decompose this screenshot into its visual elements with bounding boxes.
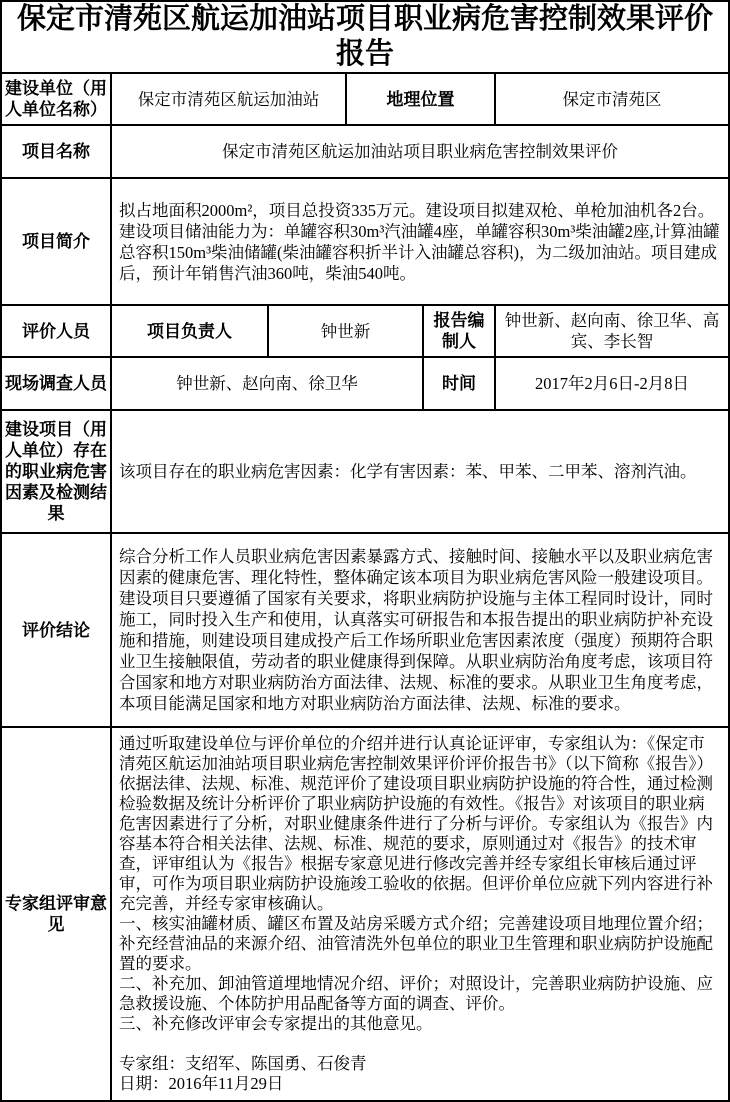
leader-label: 项目负责人 [111,305,268,357]
spacer [119,1034,721,1054]
evaluators-row [1,305,729,357]
expert-paragraph: 二、补充加、卸油管道埋地情况介绍、评价；对照设计，完善职业病防护设施、应急救援设施、个体防护用品配备等方面的调查、评价。 [119,974,713,1013]
writer-names: 钟世新、赵向南、徐卫华、高宾、李长智 [495,305,729,357]
project-name-value: 保定市清苑区航运加油站项目职业病危害控制效果评价 [111,125,729,178]
expert-row [1,727,729,1101]
conclusion-paragraph: 建设项目只要遵循了国家有关要求，将职业病防护设施与主体工程同时设计，同时施工，同时投入生产和使用，认真落实可研报告和本报告提出的职业病防护补充设施和措施，则建设项目建成投产后工作场所职业危害因素浓度（强度）预期符合职业卫生接触限值，劳动者的职业健康得到保障。从职业病防治角度考虑，该项目符合国家和地方对职业病防治方面法律、法规、标准的要求。从职业卫生角度考虑，本项目能满足国家和地方对职业病防治方面法律、法规、标准的要求。 [119,589,713,713]
evaluators-label: 评价人员 [1,305,111,357]
time-label: 时间 [423,357,495,410]
hazards-value: 该项目存在的职业病危害因素：化学有害因素：苯、甲苯、二甲苯、溶剂汽油。 [111,410,729,533]
title-row [1,1,729,73]
leader-name: 钟世新 [268,305,423,357]
conclusion-paragraph: 综合分析工作人员职业病危害因素暴露方式、接触时间、接触水平以及职业病危害因素的健康危害、理化特性，整体确定该本项目为职业病危害风险一般建设项目。 [119,547,713,587]
report-title: 保定市清苑区航运加油站项目职业病危害控制效果评价报告 [1,1,729,73]
unit-row [1,73,729,125]
expert-paragraph: 三、补充修改评审会专家提出的其他意见。 [119,1014,433,1033]
unit-label: 建设单位（用人单位名称） [1,73,111,125]
conclusion-label: 评价结论 [1,533,111,727]
expert-label: 专家组评审意见 [1,727,111,1101]
expert-signature: 专家组：支绍军、陈国勇、石俊青 [119,1054,367,1073]
survey-label: 现场调查人员 [1,357,111,410]
conclusion-row [1,533,729,727]
project-intro-value: 拟占地面积2000m²，项目总投资335万元。建设项目拟建双枪、单枪加油机各2台。建设项目储油能力为：单罐容积30m³汽油罐4座，单罐容积30m³柴油罐2座,计算油罐总容积150m³柴油储罐(柴油罐容积折半计入油罐总容积)，为二级加油站。项目建成后，预计年销售汽油360吨，柴油540吨。 [111,178,729,305]
project-name-row [1,125,729,178]
time-value: 2017年2月6日-2月8日 [495,357,729,410]
project-intro-label: 项目简介 [1,178,111,305]
conclusion-cell [111,533,729,727]
project-intro-row [1,178,729,305]
survey-names: 钟世新、赵向南、徐卫华 [111,357,423,410]
location-value: 保定市清苑区 [495,73,729,125]
hazards-row [1,410,729,533]
expert-paragraph: 通过听取建设单位与评价单位的介绍并进行认真论证评审，专家组认为：《保定市清苑区航运加油站项目职业病危害控制效果评价评价报告书》（以下简称《报告》）依据法律、法规、标准、规范评价了建设项目职业病防护设施的符合性，通过检测检验数据及统计分析评价了职业病防护设施的有效性。《报告》对该项目的职业病危害因素进行了分析，对职业健康条件进行了分析与评价。专家组认为《报告》内容基本符合相关法律、法规、标准、规范的要求，原则通过对《报告》的技术审查，评审组认为《报告》根据专家意见进行修改完善并经专家组长审核后通过评审，可作为项目职业病防护设施竣工验收的依据。但评价单位应就下列内容进行补充完善，并经专家审核确认。 [119,734,713,913]
location-label: 地理位置 [346,73,495,125]
writer-label: 报告编制人 [423,305,495,357]
survey-row [1,357,729,410]
project-name-label: 项目名称 [1,125,111,178]
hazards-label: 建设项目（用人单位）存在的职业病危害因素及检测结果 [1,410,111,533]
expert-cell [111,727,729,1101]
expert-paragraph: 一、核实油罐材质、罐区布置及站房采暖方式介绍；完善建设项目地理位置介绍；补充经营油品的来源介绍、油管清洗外包单位的职业卫生管理和职业病防护设施配置的要求。 [119,914,713,973]
expert-date: 日期：2016年11月29日 [119,1074,284,1093]
unit-value: 保定市清苑区航运加油站 [111,73,346,125]
